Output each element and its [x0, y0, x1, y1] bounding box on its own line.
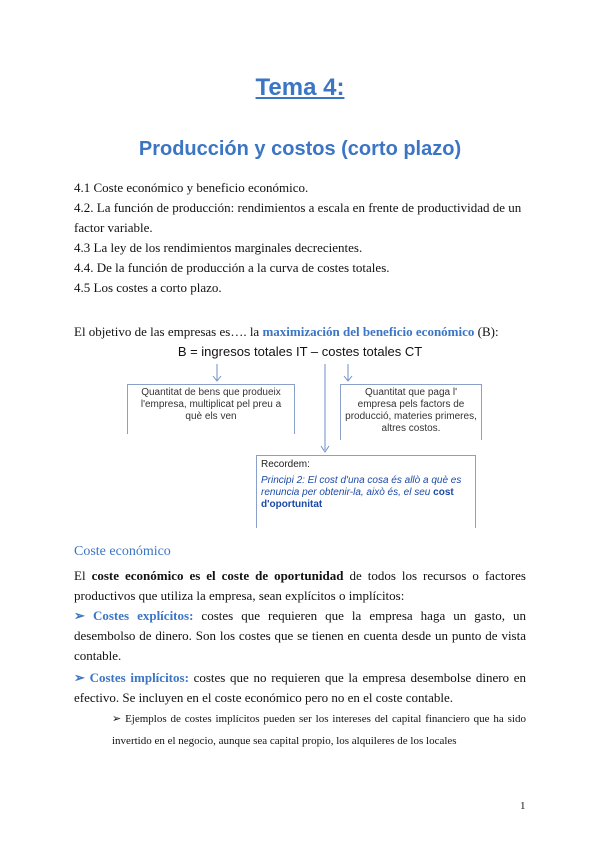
toc-item: 4.2. La función de producción: rendimientos a escala en frente de productividad de un factor variable.: [74, 200, 522, 235]
right-box-right: [481, 384, 482, 440]
example-text: Ejemplos de costes implícitos pueden ser los intereses del capital financiero que ha sido invertido en el negocio, aunque sea capital propio, los alquileres de los locales: [112, 713, 526, 747]
right-box-text: Quantitat que paga l' empresa pels factors de producció, materies primeres, altres costos.: [345, 387, 477, 434]
right-box-left: [340, 384, 341, 440]
paragraph-implicit: [74, 668, 526, 708]
diagram-arrows: [0, 360, 600, 460]
bullet-arrow-icon: ➢: [112, 713, 122, 725]
page-subtitle: Producción y costos (corto plazo): [138, 138, 462, 160]
left-box-top: [127, 384, 294, 385]
table-of-contents: [74, 178, 530, 298]
toc-item: 4.4. De la función de producción a la curva de costes totales.: [74, 260, 390, 275]
toc-item: 4.5 Los costes a corto plazo.: [74, 280, 222, 295]
right-box-top: [340, 384, 482, 385]
recordem-body: [257, 473, 475, 513]
recordem-title: Recordem:: [261, 459, 310, 470]
explicit-label: Costes explícitos:: [92, 608, 194, 623]
toc-item: 4.1 Coste económico y beneficio económico.: [74, 180, 309, 195]
page-number: 1: [520, 800, 526, 812]
objective-highlight: maximización del beneficio económico: [262, 324, 475, 339]
bullet-arrow-icon: ➢: [74, 670, 85, 685]
page-title: Tema 4:: [255, 74, 345, 101]
implicit-text: costes que no requieren que la empresa desembolse dinero en efectivo. Se incluyen en el coste económico pero no en el coste contable.: [74, 670, 527, 705]
paragraph-example: [112, 708, 526, 752]
left-box-text: Quantitat de bens que produeix l'empresa, multiplicat pel preu a què els ven: [140, 387, 282, 422]
explicit-text: costes que requieren que la empresa haga un gasto, un desembolso de dinero. Son los costes que se tienen en cuenta desde un punto de vista contable.: [74, 608, 526, 663]
paragraph-coste: [74, 566, 526, 606]
paragraph-explicit: [74, 606, 526, 666]
left-box-right: [294, 384, 295, 434]
p1-bold: coste económico es el coste de oportunidad: [91, 568, 344, 583]
recordem-body-text: Principi 2: El cost d'una cosa és allò a què es renuncia per obtenir-la, això és, el seu: [261, 475, 462, 498]
objective-post: (B):: [474, 324, 499, 339]
recordem-box: [256, 455, 476, 528]
implicit-label: Costes implícitos:: [89, 670, 189, 685]
objective-line: [74, 322, 499, 342]
recordem-bold: cost d'oportunitat: [261, 487, 454, 510]
p1-post: de todos los recursos o factores productivos que utiliza la empresa, sean explícitos o implícitos:: [74, 568, 526, 603]
section-heading: Coste económico: [74, 544, 171, 559]
p1-pre: El: [74, 568, 92, 583]
left-box-left: [127, 384, 128, 434]
toc-item: 4.3 La ley de los rendimientos marginales decrecientes.: [74, 240, 363, 255]
objective-pre: El objetivo de las empresas es…. la: [74, 324, 263, 339]
bullet-arrow-icon: ➢: [74, 608, 85, 623]
profit-equation: B = ingresos totales IT – costes totales CT: [177, 344, 423, 359]
